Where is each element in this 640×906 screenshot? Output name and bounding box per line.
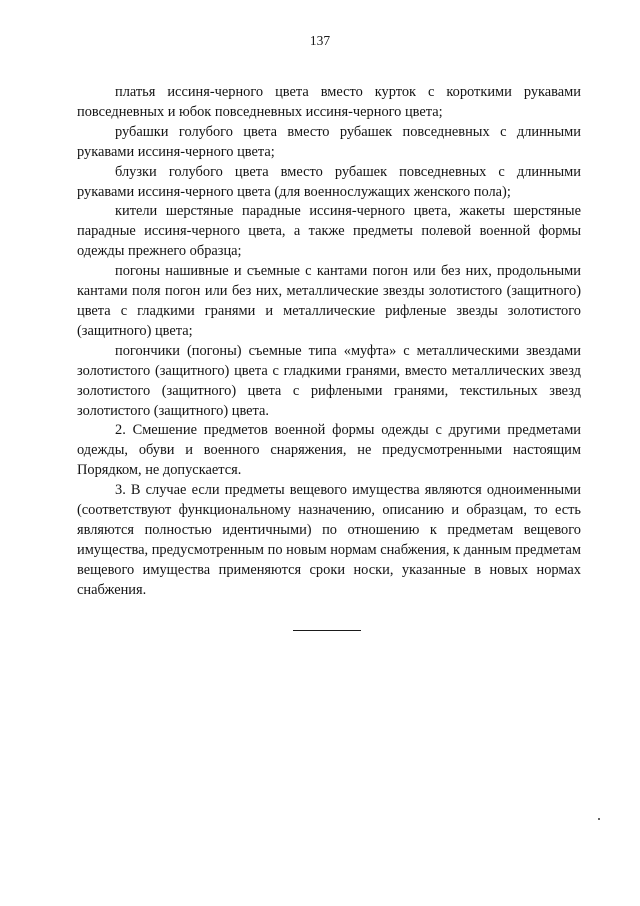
paragraph-sleeve-straps: погончики (погоны) съемные типа «муфта» с металлическими звездами золотистого (защитного) цвета с гладкими гранями, вместо металлических звезд золотистого (защитного) цвета с рифлеными гранями, текстильных звезд золотистого (защитного) цвета.	[77, 342, 581, 419]
paragraph-shoulder-straps: погоны нашивные и съемные с кантами погон или без них, продольными кантами поля погон или без них, металлические звезды золотистого (защитного) цвета с гладкими гранями и металлические рифленые звезды золотистого (защитного) цвета;	[77, 263, 581, 339]
paragraph-shirts: рубашки голубого цвета вместо рубашек повседневных с длинными рукавами иссиня-черного цвета;	[77, 123, 581, 160]
scan-speck	[598, 818, 600, 820]
paragraph-blouses: блузки голубого цвета вместо рубашек повседневных с длинными рукавами иссиня-черного цвета (для военнослужащих женского пола);	[77, 163, 581, 200]
document-body	[77, 83, 581, 601]
paragraph-item-3: 3. В случае если предметы вещевого имущества являются одноименными (соответствуют функциональному назначению, описанию и образцам, то есть являются полностью идентичными) по отношению к предметам вещевого имущества, предусмотренным по новым нормам снабжения, к данным предметам вещевого имущества применяются сроки носки, указанные в новых нормах снабжения.	[77, 482, 581, 598]
paragraph-tunics: кители шерстяные парадные иссиня-черного цвета, жакеты шерстяные парадные иссиня-черного цвета, а также предметы полевой военной формы одежды прежнего образца;	[77, 203, 581, 260]
paragraph-item-2: 2. Смешение предметов военной формы одежды с другими предметами одежды, обуви и военного снаряжения, не предусмотренными настоящим Порядком, не допускается.	[77, 422, 581, 479]
page-number: 137	[309, 33, 331, 48]
paragraph-dresses: платья иссиня-черного цвета вместо курток с короткими рукавами повседневных и юбок повседневных иссиня-черного цвета;	[77, 84, 581, 120]
end-separator-line	[293, 630, 361, 631]
